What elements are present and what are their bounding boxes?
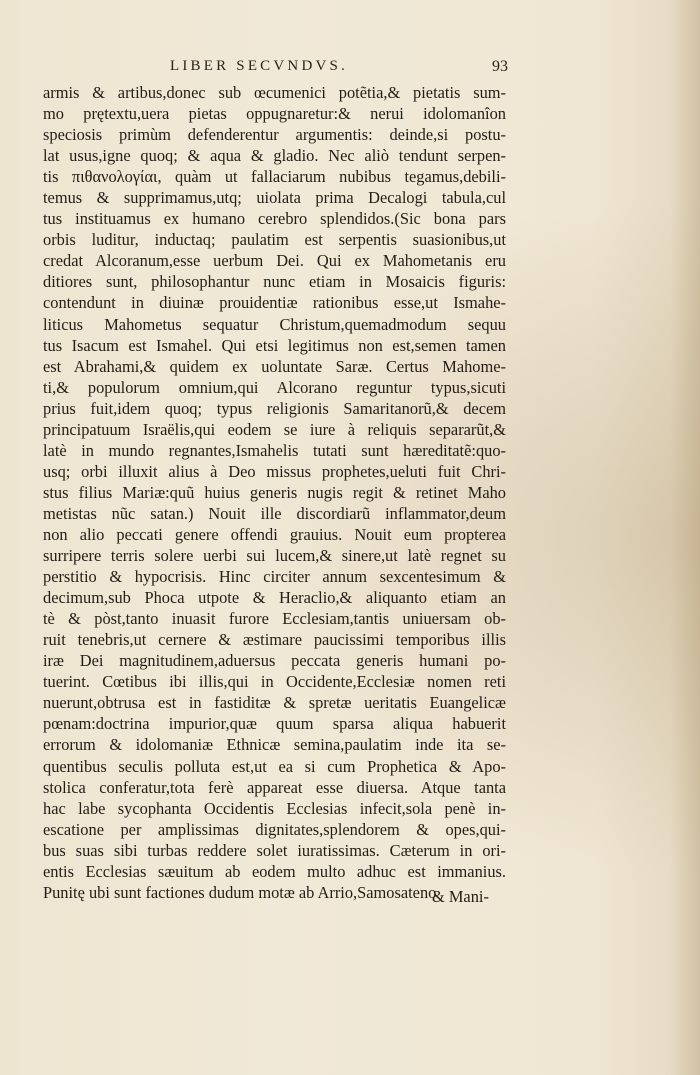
catchword: & Mani- bbox=[432, 887, 489, 906]
text-line: perstitio & hypocrisis. Hinc circiter annum sexcentesimum & bbox=[43, 567, 506, 587]
text-line: ti,& populorum omnium,qui Alcorano reguntur typus,sicuti bbox=[43, 377, 506, 397]
text-line: tuerint. Cœtibus ibi illis,qui in Occidente,Ecclesiæ nomen reti bbox=[43, 672, 506, 692]
text-line: stolica conferatur,tota ferè appareat esse diuersa. Atque tanta bbox=[43, 777, 506, 797]
text-line: mo prętextu,uera pietas oppugnaretur:& nerui idolomanîon bbox=[43, 104, 506, 124]
text-line: metistas nũc satan.) Nouit ille discordiarũ inflammator,deum bbox=[43, 503, 506, 523]
text-line: nuerunt,obtrusa est in fastiditæ & spretæ ueritatis Euangelicæ bbox=[43, 693, 506, 713]
text-line: liticus Mahometus sequatur Christum,quemadmodum sequu bbox=[43, 314, 506, 334]
text-line: armis & artibus,donec sub œcumenici potẽtia,& pietatis sum- bbox=[43, 83, 506, 102]
text-line: errorum & idolomaniæ Ethnicæ semina,paulatim inde ita se- bbox=[43, 735, 506, 755]
text-block bbox=[43, 82, 506, 903]
text-line: tè & pòst,tanto inuasit furore Ecclesiam,tantis uniuersam ob- bbox=[43, 609, 506, 629]
text-line: orbis luditur, inductaq; paulatim est serpentis suasionibus,ut bbox=[43, 230, 506, 250]
text-line: pœnam:doctrina impurior,quæ quum sparsa aliqua habuerit bbox=[43, 714, 506, 734]
text-line: temus & supprimamus,utq; uiolata prima Decalogi tabula,cul bbox=[43, 188, 506, 208]
text-line: tus instituamus ex humano cerebro splendidos.(Sic bona pars bbox=[43, 209, 506, 229]
text-line: bus suas sibi turbas reddere solet iuratissimas. Cæterum in ori- bbox=[43, 840, 506, 860]
text-line: speciosis primùm defenderentur argumentis: deinde,si postu- bbox=[43, 125, 506, 145]
text-line: non alio peccati genere offendi grauius. Nouit eum propterea bbox=[43, 524, 506, 544]
text-line: tis πιθανολογίαι, quàm ut fallaciarum nubibus tegamus,debili- bbox=[43, 167, 506, 187]
text-line: Punitę ubi sunt factiones dudum motæ ab Arrio,Samosateno bbox=[43, 882, 437, 902]
running-head: LIBER SECVNDVS. bbox=[170, 58, 349, 74]
text-line: decimum,sub Phoca utpote & Heraclio,& aliquanto etiam an bbox=[43, 588, 506, 608]
text-line: hac labe sycophanta Occidentis Ecclesias infecit,sola penè in- bbox=[43, 798, 506, 818]
text-line: entis Ecclesias sæuitum ab eodem multo adhuc est immanius. bbox=[43, 861, 506, 881]
text-line: latè in mundo regnantes,Ismahelis tutati sunt hæreditatẽ:quo- bbox=[43, 440, 506, 460]
text-line: quentibus seculis polluta est,ut ea si cum Prophetica & Apo- bbox=[43, 756, 506, 776]
text-line: est Abrahami,& quidem ex uoluntate Saræ. Certus Mahome- bbox=[43, 356, 506, 376]
text-line: stus filius Mariæ:quũ huius generis nugis regit & retinet Maho bbox=[43, 482, 506, 502]
text-line: contendunt in diuinæ prouidentiæ rationibus esse,ut Ismahe- bbox=[43, 293, 506, 313]
page-number: 93 bbox=[492, 58, 508, 75]
page-edge-shading bbox=[670, 0, 700, 1075]
text-line: tus Isacum est Ismahel. Qui etsi legitimus non est,semen tamen bbox=[43, 335, 506, 355]
text-line: escatione per amplissimas dignitates,splendorem & opes,qui- bbox=[43, 819, 506, 839]
text-line: prius fuit,idem quoq; typus religionis Samaritanorũ,& decem bbox=[43, 398, 506, 418]
text-line: principatuum Israëlis,qui eodem se iure à reliquis separarũt,& bbox=[43, 419, 506, 439]
text-line: surripere terris solere uerbi sui lucem,& sinere,ut latè regnet su bbox=[43, 546, 506, 566]
text-line: lat usus,igne quoq; & aqua & gladio. Nec aliò tendunt serpen- bbox=[43, 146, 506, 166]
text-line: iræ Dei magnitudinem,aduersus peccata generis humani po- bbox=[43, 651, 506, 671]
text-line: ruit tenebris,ut cernere & æstimare paucissimi temporibus illis bbox=[43, 630, 506, 650]
text-line: credat Alcoranum,esse uerbum Dei. Qui ex Mahometanis eru bbox=[43, 251, 506, 271]
text-line: usq; orbi illuxit alius à Deo missus prophetes,ueluti fuit Chri- bbox=[43, 461, 506, 481]
text-line: ditiores sunt, philosophantur nunc etiam in Mosaicis figuris: bbox=[43, 272, 506, 292]
